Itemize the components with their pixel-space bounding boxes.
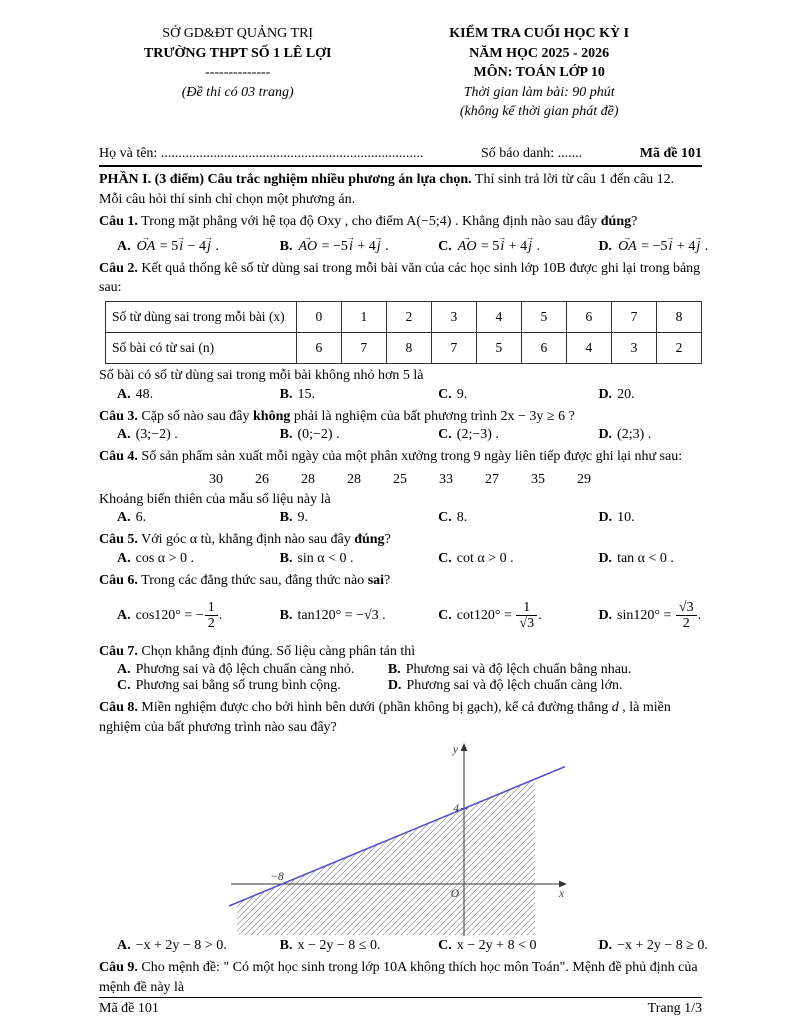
question-bold-word: không [253,408,291,424]
option-text: −x + 2y − 8 > 0. [135,938,227,954]
q8-option-c [438,938,598,954]
question-label: Câu 5. [99,532,138,548]
option-text: 20. [617,386,635,402]
math-text: + 4 [353,238,376,254]
part1-heading [99,170,702,209]
q3-option-d [598,427,702,443]
option-key: D. [598,386,613,402]
option-key: C. [438,510,452,526]
question-text-end: ? [631,214,638,230]
table-cell: 7 [431,332,476,363]
exam-code-badge: Mã đề 101 [639,145,702,161]
option-key: C. [438,427,452,443]
fraction-denominator: 2 [682,616,690,631]
question-3 [99,407,702,427]
duration-note: (không kể thời gian phát đề) [459,104,619,120]
y-intercept-label: 4 [453,803,459,816]
q3-options [99,427,702,443]
option-key: B. [279,510,293,526]
question-1 [99,212,702,232]
table-row [106,332,702,363]
fraction [205,600,218,632]
q7-option-a [117,662,388,678]
option-text: (0;−2) . [297,427,340,443]
question-5 [99,530,702,550]
option-key: A. [117,427,131,443]
question-text: Số sản phẩm sản xuất mỗi ngày của một phân xưởng trong 9 ngày liên tiếp được ghi lại như sau: [137,449,683,465]
question-text-end: ? [384,532,391,548]
table-cell: 2 [656,332,701,363]
table-cell: 5 [521,301,566,332]
math-text: . [538,607,542,623]
option-text: Phương sai và độ lệch chuẩn bằng nhau. [405,662,632,678]
option-key: C. [117,678,131,694]
q6-option-b [280,608,439,624]
y-axis-arrow-icon [461,743,468,751]
q4-option-c [438,510,598,526]
question-text: Kết quả thống kê số từ dùng sai trong mỗi bài văn của các học sinh lớp 10B được ghi lại trong bảng sau: [99,260,701,296]
q7-option-c [117,678,388,694]
option-text: 6. [135,510,147,526]
q1-option-a [117,239,280,255]
q5-option-a [117,551,280,567]
data-value: 33 [439,471,453,487]
data-value: 25 [393,471,407,487]
question-text: Cặp số nào sau đây [137,408,253,424]
question-label: Câu 8. [99,700,138,716]
vector-i: i → [668,239,674,255]
option-key: D. [598,427,613,443]
math-text: = 5 [477,238,500,254]
pages-note: (Đề thi có 03 trang) [181,84,294,100]
question-bold-word: đúng [600,214,632,230]
vector-i: i → [178,239,184,255]
option-key: B. [279,607,293,623]
y-axis-label: y [452,744,458,757]
option-text: tan α < 0 . [617,550,674,566]
math-text: . [697,607,702,623]
data-value: 28 [347,471,361,487]
question-2 [99,259,702,298]
exam-header-left [99,24,376,122]
footer-exam-code: Mã đề 101 [99,1001,159,1017]
question-text-end: phải là nghiệm của bất phương trình 2x − 3y ≥ 6 ? [290,408,575,424]
option-key: A. [117,386,131,402]
subject: MÔN: TOÁN LỚP 10 [473,65,605,81]
table-cell: 7 [341,332,386,363]
q2-option-d [598,387,702,403]
option-text: (2;3) . [617,427,652,443]
option-text: 9. [297,510,308,526]
q3-option-c [438,427,598,443]
option-text: 8. [456,510,468,526]
divider-dashes: -------------- [205,65,271,81]
option-key: C. [438,607,452,623]
q1-option-b [280,239,439,255]
q2-option-b [280,387,439,403]
option-text: Phương sai và độ lệch chuẩn càng lớn. [406,678,623,694]
table-row-label: Số từ dùng sai trong mỗi bài (x) [106,301,297,332]
q6-option-d [598,600,702,632]
question-label: Câu 9. [99,960,138,976]
table-cell: 0 [296,301,341,332]
option-key: A. [117,550,131,566]
q1-option-c [438,239,598,255]
vector-symbol: OA → [617,239,638,255]
q4-data-values [99,472,702,488]
math-text: tan120° = −√3 . [297,607,386,623]
question-text: Với góc α tù, khẳng định nào sau đây [137,532,355,548]
q1-option-d [598,238,709,255]
math-text: = −5 [637,238,668,254]
math-text: cos120° = − [135,607,204,623]
option-key: A. [117,510,131,526]
data-value: 26 [255,471,269,487]
option-key: B. [387,662,401,678]
x-intercept-label: −8 [270,871,284,884]
part1-subtitle: Thí sinh trả lời từ câu 1 đến câu 12. [471,171,675,187]
option-text: (2;−3) . [456,427,499,443]
fraction [516,600,537,632]
table-cell: 2 [386,301,431,332]
question-text: Chọn khẳng định đúng. Số liệu càng phân tán thì [137,643,416,659]
option-key: C. [438,238,452,254]
hatched-region [237,779,535,935]
table-row-label: Số bài có từ sai (n) [106,332,297,363]
x-axis-arrow-icon [559,881,567,888]
question-text: Miền nghiệm được cho bởi hình bên dưới (phần không bị gạch), kể cả đường thẳng [137,700,612,716]
q4-option-d [598,510,702,526]
exam-header-right [376,24,702,122]
question-label: Câu 7. [99,643,138,659]
option-text: 10. [617,510,635,526]
math-text: . [218,607,223,623]
question-7 [99,642,702,662]
q5-option-d [598,551,702,567]
math-text: = −5 [318,238,348,254]
q4-option-a [117,510,280,526]
line-d-symbol: d [611,700,619,716]
option-text: Phương sai bằng số trung bình cộng. [135,678,341,694]
data-value: 29 [577,471,591,487]
option-text: −x + 2y − 8 ≥ 0. [617,938,708,954]
option-key: D. [598,938,613,954]
q5-option-c [438,551,598,567]
question-bold-word: đúng [354,532,385,548]
school-year: NĂM HỌC 2025 - 2026 [469,45,610,61]
option-text: Phương sai và độ lệch chuẩn càng nhỏ. [135,662,355,678]
fraction-denominator: 2 [207,616,215,631]
duration: Thời gian làm bài: 90 phút [463,84,615,100]
part1-title: PHẦN I. (3 điểm) Câu trắc nghiệm nhiều phương án lựa chọn. [99,171,472,187]
fraction-denominator: √3 [519,616,535,631]
table-cell: 8 [656,301,701,332]
question-label: Câu 6. [99,572,138,588]
data-value: 30 [209,471,223,487]
math-text: . [381,238,389,254]
q7-option-d [388,678,702,694]
option-key: C. [438,386,452,402]
math-text: sin120° = [617,607,675,623]
vector-j: j → [527,239,533,255]
math-text: + 4 [505,238,528,254]
vector-symbol: OA → [136,239,157,255]
math-text: = 5 [156,238,179,254]
question-bold-word: sai [367,572,385,588]
q5-options [99,551,702,567]
fraction-numerator: 1 [516,600,537,616]
exam-title: KIỂM TRA CUỐI HỌC KỲ I [449,26,630,41]
question-9 [99,958,702,997]
option-key: D. [598,550,613,566]
question-label: Câu 1. [99,214,138,230]
question-text: Trong mặt phẳng với hệ tọa độ Oxy , cho điểm A(−5;4) . Khẳng định nào sau đây [137,214,601,230]
data-value: 35 [531,471,545,487]
math-text: . [211,238,219,254]
table-cell: 3 [611,332,656,363]
vector-symbol: AO → [457,239,478,255]
math-text: cot120° = [456,607,516,623]
option-text: 15. [297,386,315,402]
table-cell: 7 [611,301,656,332]
question-text: Cho mệnh đề: " Có một học sinh trong lớp 10A không thích học môn Toán". Mệnh đề phủ định của mệnh đề này là [99,960,698,995]
option-text: x − 2y − 8 ≤ 0. [297,938,381,954]
fraction [676,600,697,632]
q2-frequency-table [105,301,702,364]
data-value: 27 [485,471,499,487]
vector-j: j → [695,239,701,255]
option-key: C. [438,938,452,954]
option-key: A. [117,607,131,623]
q8-options [99,938,708,954]
question-text-end: , là miền nghiệm của bất phương trình nào sau đây? [99,700,671,735]
table-cell: 1 [341,301,386,332]
q6-option-a [117,600,280,632]
q3-option-a [117,427,280,443]
footer-page-number: Trang 1/3 [647,1001,702,1017]
q2-options [99,387,702,403]
question-6 [99,571,702,591]
x-axis-label: x [559,888,565,901]
option-key: D. [387,678,402,694]
q8-region-figure [229,741,569,937]
math-text: − 4 [184,238,206,254]
q1-options [99,238,709,255]
table-cell: 4 [566,332,611,363]
option-text: cot α > 0 . [456,550,514,566]
option-text: 9. [456,386,468,402]
vector-j: j → [376,239,382,255]
option-key: B. [279,550,293,566]
question-4 [99,447,702,467]
q4-option-b [280,510,439,526]
part1-subtitle-line2: Mỗi câu hỏi thí sinh chỉ chọn một phương án. [99,191,356,207]
department-name: SỞ GD&ĐT QUẢNG TRỊ [162,26,314,41]
q8-option-b [280,938,439,954]
exam-footer [99,997,702,1017]
question-label: Câu 3. [99,408,138,424]
question-text: Trong các đẳng thức sau, đẳng thức nào [137,572,368,588]
question-label: Câu 4. [99,449,138,465]
fraction-numerator: 1 [205,600,218,616]
table-row [106,301,702,332]
question-8 [99,698,702,737]
q7-options [99,662,702,694]
q5-option-b [280,551,439,567]
option-key: D. [598,510,613,526]
q3-option-b [280,427,439,443]
origin-label: O [450,888,459,901]
table-cell: 6 [566,301,611,332]
vector-i: i → [499,239,505,255]
vector-symbol: AO → [297,239,318,255]
option-text: (3;−2) . [135,427,178,443]
option-text: x − 2y + 8 < 0 [456,938,537,954]
option-key: A. [117,238,131,254]
q4-followup-text: Khoảng biến thiên của mẫu số liệu này là [99,491,331,507]
table-cell: 6 [296,332,341,363]
q6-option-c [438,600,598,632]
math-text: . [533,238,541,254]
option-text: 48. [135,386,154,402]
data-value: 28 [301,471,315,487]
math-text: . [701,238,709,254]
table-cell: 5 [476,332,521,363]
math-text: + 4 [673,238,696,254]
option-key: D. [598,607,613,623]
q2-option-a [117,387,280,403]
student-info-row [99,146,702,167]
option-text: cos α > 0 . [135,550,195,566]
option-key: B. [279,427,293,443]
option-key: D. [598,238,613,254]
q8-option-d [598,938,708,954]
option-key: A. [117,662,131,678]
table-cell: 4 [476,301,521,332]
q8-option-a [117,938,280,954]
table-cell: 8 [386,332,431,363]
option-text: sin α < 0 . [297,550,354,566]
vector-i: i → [348,239,354,255]
table-cell: 6 [521,332,566,363]
q6-options [99,596,702,636]
q8-figure-container [229,741,702,937]
vector-j: j → [206,239,212,255]
student-name-blank: Họ và tên: ........................................................................... [99,145,424,161]
option-key: B. [279,238,293,254]
question-text-end: ? [384,572,391,588]
question-label: Câu 2. [99,260,138,276]
option-key: B. [279,386,293,402]
school-name: TRƯỜNG THPT SỐ 1 LÊ LỢI [143,45,332,61]
q2-followup-text: Số bài có số từ dùng sai trong mỗi bài không nhỏ hơn 5 là [99,367,424,383]
q2-option-c [438,387,598,403]
q7-option-b [388,662,702,678]
fraction-numerator: √3 [676,600,697,616]
q4-options [99,510,702,526]
table-cell: 3 [431,301,476,332]
student-id-blank: Số báo danh: ....... [481,145,583,161]
option-key: B. [279,938,293,954]
exam-header [99,24,702,122]
option-key: C. [438,550,452,566]
option-key: A. [117,938,131,954]
